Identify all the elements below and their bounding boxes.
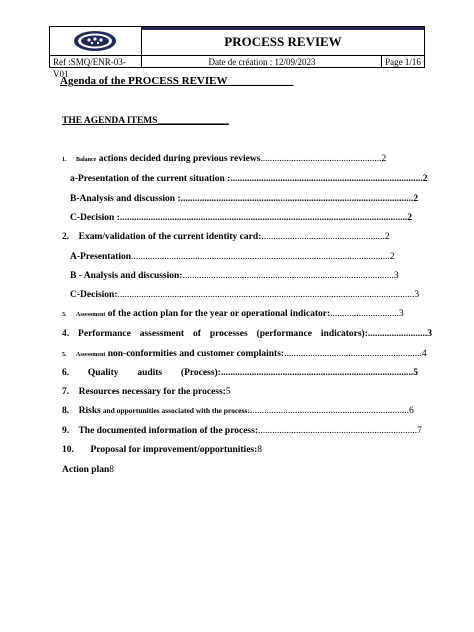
toc-leader: ................................................................... bbox=[249, 406, 409, 416]
toc-word: assessment bbox=[139, 329, 185, 339]
toc-leader: .......................................................... bbox=[284, 349, 422, 359]
toc-number: 7. bbox=[62, 387, 70, 397]
toc-text: non-conformities and customer complaints: bbox=[105, 349, 285, 359]
toc-leader: ......................................................................................... bbox=[182, 271, 394, 281]
toc-page: 5 bbox=[413, 368, 418, 378]
toc-item-action-plan[interactable] bbox=[62, 465, 114, 475]
toc-item-5[interactable] bbox=[62, 349, 427, 359]
toc-page: 5 bbox=[225, 387, 231, 397]
toc-word: (performance bbox=[256, 329, 312, 339]
toc-number: 4. bbox=[62, 329, 70, 339]
toc-page: 6 bbox=[408, 406, 414, 416]
page-number: Page 1/16 bbox=[381, 56, 424, 68]
toc-page: 3 bbox=[399, 309, 404, 319]
toc-item-2c[interactable] bbox=[70, 290, 419, 300]
toc-page: 3 bbox=[427, 329, 432, 339]
toc-number: 3. bbox=[62, 312, 67, 318]
toc-item-8[interactable] bbox=[62, 406, 414, 416]
company-logo-icon bbox=[72, 29, 118, 53]
toc-text: a-Presentation of the current situation : bbox=[70, 174, 231, 184]
toc-page: 3 bbox=[414, 290, 420, 300]
creation-date: Date de création : 12/09/2023 bbox=[208, 57, 316, 67]
toc-text: C-Decision : bbox=[70, 213, 120, 223]
toc-page: 2 bbox=[413, 194, 419, 204]
toc-leader: .................................................................................................. bbox=[180, 194, 414, 204]
toc-small-word: Assessment bbox=[76, 352, 106, 358]
toc-number: 10. bbox=[62, 445, 74, 455]
toc-text: Proposal for improvement/opportunities: bbox=[90, 445, 258, 455]
toc-word: processes bbox=[209, 329, 248, 339]
toc-number: 1. bbox=[62, 157, 67, 163]
toc-leader: ......................... bbox=[367, 329, 428, 339]
toc-item-9[interactable] bbox=[62, 426, 422, 436]
toc-page: 2 bbox=[384, 232, 390, 242]
agenda-heading: Agenda of the PROCESS REVIEW____________ bbox=[60, 75, 294, 87]
toc-number: 6. bbox=[62, 368, 70, 378]
toc-word: Quality bbox=[87, 368, 119, 378]
toc-word: (Process): bbox=[180, 368, 221, 378]
toc-leader: ................................................................................. bbox=[230, 174, 423, 184]
toc-number: 9. bbox=[62, 426, 70, 436]
toc-item-1[interactable] bbox=[62, 154, 386, 164]
toc-text: B-Analysis and discussion : bbox=[70, 194, 181, 204]
toc-item-2a[interactable] bbox=[70, 252, 395, 262]
title-cell bbox=[142, 27, 424, 55]
toc-leader: ......................................................................................................................... bbox=[119, 213, 408, 223]
toc-number: 5. bbox=[62, 352, 67, 358]
toc-item-2[interactable] bbox=[62, 232, 390, 242]
toc-item-4[interactable] bbox=[62, 329, 432, 339]
toc-leader: ................................................................................. bbox=[220, 368, 414, 378]
toc-page: 2 bbox=[389, 252, 395, 262]
toc-text: Exam/validation of the current identity card: bbox=[78, 232, 262, 242]
toc-item-1c[interactable] bbox=[70, 213, 412, 223]
document-title: PROCESS REVIEW bbox=[224, 34, 342, 49]
toc-word: Performance bbox=[78, 329, 131, 339]
toc-page: 8 bbox=[109, 465, 114, 475]
toc-item-3[interactable] bbox=[62, 309, 404, 319]
toc-page: 4 bbox=[421, 349, 427, 359]
agenda-items-heading: THE AGENDA ITEMS_______________ bbox=[62, 116, 229, 126]
toc-leader: ............................................................................................................. bbox=[131, 252, 390, 262]
toc-word: indicators): bbox=[320, 329, 368, 339]
toc-text: Resources necessary for the process: bbox=[78, 387, 226, 397]
toc-text: Action plan bbox=[62, 465, 110, 475]
toc-text: Risks bbox=[78, 406, 101, 416]
toc-item-1a[interactable] bbox=[70, 174, 427, 184]
toc-item-10[interactable] bbox=[62, 445, 262, 455]
toc-number: 8. bbox=[62, 406, 70, 416]
toc-small-text: and opportunities associated with the process: bbox=[100, 406, 250, 415]
toc-text: A-Presentation bbox=[70, 252, 132, 262]
toc-small-word: Balance bbox=[76, 157, 97, 163]
toc-small-word: Assessment bbox=[76, 312, 106, 318]
toc-leader: .................................................... bbox=[261, 232, 385, 242]
logo-cell bbox=[50, 27, 142, 55]
toc-leader: ............................................................................................................................. bbox=[117, 290, 415, 300]
toc-page: 3 bbox=[393, 271, 399, 281]
toc-page: 8 bbox=[257, 445, 263, 455]
toc-word: of bbox=[192, 329, 201, 339]
toc-text: B - Analysis and discussion: bbox=[70, 271, 183, 281]
header-info-row bbox=[50, 55, 424, 79]
toc-number: 2. bbox=[62, 232, 70, 242]
toc-item-7[interactable] bbox=[62, 387, 231, 397]
toc-text: The documented information of the process: bbox=[78, 426, 258, 436]
toc-page: 2 bbox=[381, 154, 387, 164]
toc-word: audits bbox=[137, 368, 163, 378]
toc-text: of the action plan for the year or operational indicator: bbox=[105, 309, 331, 319]
toc-text: C-Decision: bbox=[70, 290, 118, 300]
toc-leader: ................................................... bbox=[260, 154, 382, 164]
toc-item-6[interactable] bbox=[62, 368, 418, 378]
toc-leader: ................................................................... bbox=[258, 426, 418, 436]
toc-text: actions decided during previous reviews bbox=[96, 154, 261, 164]
document-header bbox=[49, 26, 425, 79]
reference-code: Ref :SMQ/ENR-03-V01 bbox=[50, 56, 142, 68]
toc-leader: ............................. bbox=[330, 309, 400, 319]
toc-page: 2 bbox=[422, 174, 428, 184]
toc-page: 7 bbox=[417, 426, 422, 436]
toc-item-2b[interactable] bbox=[70, 271, 399, 281]
toc-item-1b[interactable] bbox=[70, 194, 418, 204]
toc-page: 2 bbox=[407, 213, 412, 223]
